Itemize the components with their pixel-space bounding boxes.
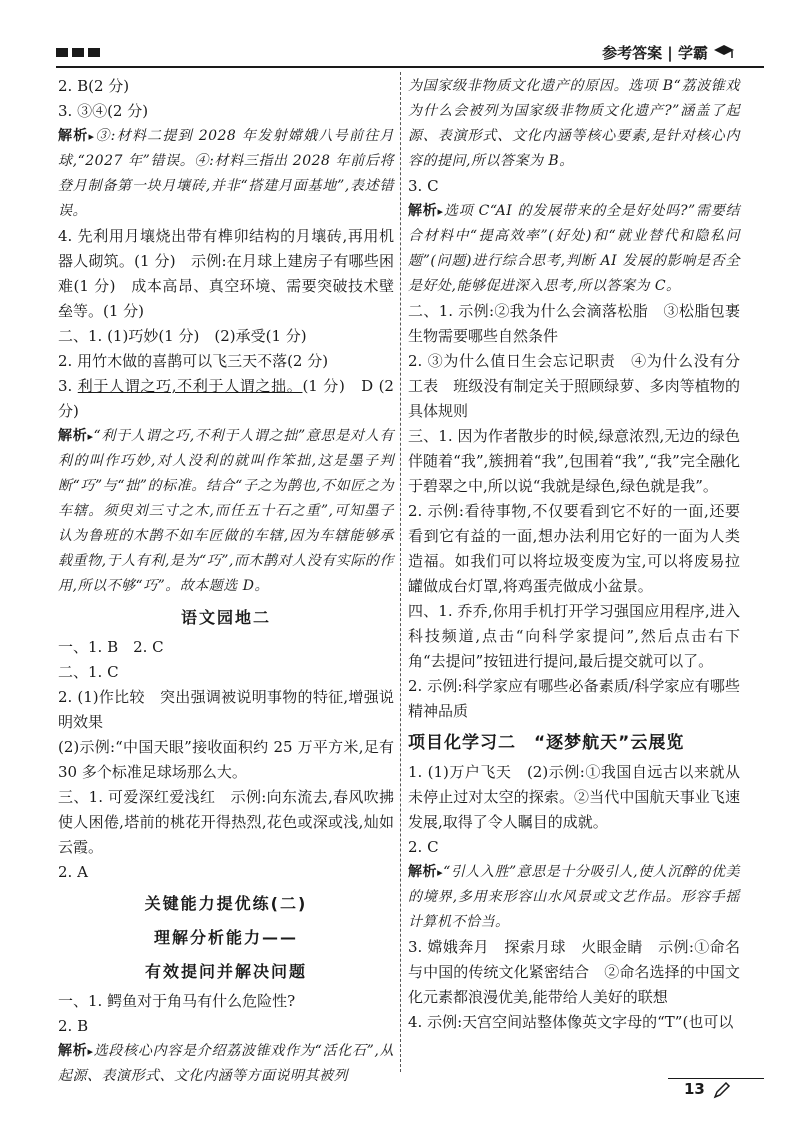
analysis-note: 解析 ▸ 选段核心内容是介绍荔波锥戏作为“活化石”,从起源、表演形式、文化内涵等方面说明其被列 (58, 1039, 394, 1089)
section-heading: 项目化学习二 “逐梦航天”云展览 (408, 733, 685, 753)
answer-line: 二、1. 示例:②我为什么会滴落松脂 ③松脂包裹生物需要哪些自然条件 (408, 302, 740, 345)
analysis-note: 解析 ▸ “引人入胜”意思是十分吸引人,使人沉醉的优美的境界,多用来形容山水风景或文艺作品。形容手摇计算机不恰当。 (408, 860, 740, 935)
answer-line: 2. B(2 分) (58, 77, 130, 95)
answer-line: 二、1. (1)巧妙(1 分) (2)承受(1 分) (58, 327, 307, 345)
underlined-quote: 利于人谓之巧,不利于人谓之拙。 (77, 377, 303, 395)
answer-line: 2. B (58, 1017, 89, 1035)
analysis-note: 解析 ▸ “利于人谓之巧,不利于人谓之拙”意思是对人有利的叫作巧妙,对人没利的就叫作笨拙,这是墨子判断“巧”与“拙”的标准。结合“子之为鹊也,不如匠之为车辖。须臾刘三寸之木,而任五十石之重”,可知墨子认为鲁班的木鹊不如车匠做的车辖,因为车辖能够承载重物,于人有利,是为“巧”,而木鹊对人没有实际的作用,所以不够“巧”。故本题选 D。 (58, 424, 394, 599)
header-rule (56, 66, 764, 68)
answer-line: 2. 用竹木做的喜鹊可以飞三天不落(2 分) (58, 352, 329, 370)
analysis-label: 解析 ▸ (408, 864, 443, 880)
analysis-note: 为国家级非物质文化遗产的原因。选项 B“荔波锥戏为什么会被列为国家级非物质文化遗产?”涵盖了起源、表演形式、文化内涵等核心要素,是针对核心内容的提问,所以答案为 B。 (408, 78, 740, 169)
answer-line: 四、1. 乔乔,你用手机打开学习强国应用程序,进入科技频道,点击“向科学家提问”,然后点击右下角“去提问”按钮进行提问,最后提交就可以了。 (408, 602, 740, 670)
analysis-note: 解析 ▸ ③:材料二提到 2028 年发射嫦娥八号前往月球,“2027 年”错误。④:材料三指出 2028 年前后将登月制备第一块月壤砖,并非“搭建月面基地”,表述错误。 (58, 124, 394, 224)
left-column (58, 74, 394, 1089)
answer-line: 1. (1)万户飞天 (2)示例:①我国自远古以来就从未停止过对太空的探索。②当代中国航天事业飞速发展,取得了令人瞩目的成就。 (408, 763, 740, 831)
header-square-icon (56, 48, 68, 57)
answer-line: 一、1. 鳄鱼对于角马有什么危险性? (58, 992, 296, 1010)
header-bar (56, 34, 764, 64)
analysis-label: 解析 ▸ (58, 428, 93, 444)
answer-line: 2. (1)作比较 突出强调被说明事物的特征,增强说明效果 (58, 688, 394, 731)
section-subheading: 有效提问并解决问题 (144, 962, 307, 981)
answer-line: 2. A (58, 863, 88, 881)
answer-line: 三、1. 因为作者散步的时候,绿意浓烈,无边的绿色伴随着“我”,簇拥着“我”,包围着“我”,“我”完全融化于碧翠之中,所以说“我就是绿色,绿色就是我”。 (408, 427, 740, 495)
column-divider (400, 72, 401, 1072)
analysis-label: 解析 ▸ (408, 203, 444, 219)
section-subheading: 理解分析能力—— (153, 928, 298, 947)
answer-line: 2. C (408, 838, 439, 856)
graduation-cap-icon (712, 40, 736, 64)
pencil-icon (712, 1080, 732, 1100)
answer-line: 二、1. C (58, 663, 119, 681)
answer-line: 4. 示例:天宫空间站整体像英文字母的“T”(也可以 (408, 1013, 734, 1031)
analysis-label: 解析 ▸ (58, 128, 95, 144)
answer-line: 2. 示例:看待事物,不仅要看到它不好的一面,还要看到它有益的一面,想办法利用它好的一面为人类造福。如我们可以将垃圾变废为宝,可以将废易拉罐做成台灯罩,将鸡蛋壳做成小盆景。 (408, 502, 740, 595)
answer-line: 3. 嫦娥奔月 探索月球 火眼金睛 示例:①命名与中国的传统文化紧密结合 ②命名选择的中国文化元素都浪漫优美,能带给人美好的联想 (408, 938, 740, 1006)
answer-line: 3. C (408, 177, 439, 195)
answer-line: 3. ③④(2 分) (58, 102, 149, 120)
answer-line: 一、1. B 2. C (58, 638, 164, 656)
answer-line: 3. 利于人谓之巧,不利于人谓之拙。(1 分) D (2 分) (58, 377, 394, 420)
answer-line: 2. 示例:科学家应有哪些必备素质/科学家应有哪些精神品质 (408, 677, 740, 720)
analysis-label: 解析 ▸ (58, 1043, 93, 1059)
page-number: 13 (684, 1080, 705, 1098)
analysis-note: 解析 ▸ 选项 C“AI 的发展带来的全是好处吗?”需要结合材料中“提高效率”(好处)和“就业替代和隐私问题”(问题)进行综合思考,判断 AI 发展的影响是否全是好处,能够促进深入思考,所以答案为 C。 (408, 199, 740, 299)
header-square-icon (72, 48, 84, 57)
answer-line: 2. ③为什么值日生会忘记职责 ④为什么没有分工表 班级没有制定关于照顾绿萝、多肉等植物的具体规则 (408, 352, 740, 420)
right-column (408, 74, 740, 1035)
section-heading: 语文园地二 (180, 608, 271, 627)
answer-line: 4. 先利用月壤烧出带有榫卯结构的月壤砖,再用机器人砌筑。(1 分) 示例:在月球上建房子有哪些困难(1 分) 成本高昂、真空环境、需要突破技术壁垒等。(1 分) (58, 227, 394, 320)
answer-line: 三、1. 可爱深红爱浅红 示例:向东流去,春风吹拂使人困倦,塔前的桃花开得热烈,花色或深或浅,灿如云霞。 (58, 788, 394, 856)
section-heading: 关键能力提优练(二) (144, 894, 308, 913)
header-square-icon (88, 48, 100, 57)
footer-rule (668, 1078, 764, 1079)
header-label: 参考答案 | 学霸 (602, 44, 708, 62)
answer-line: (2)示例:“中国天眼”接收面积约 25 万平方米,足有 30 多个标准足球场那么大。 (58, 738, 394, 781)
